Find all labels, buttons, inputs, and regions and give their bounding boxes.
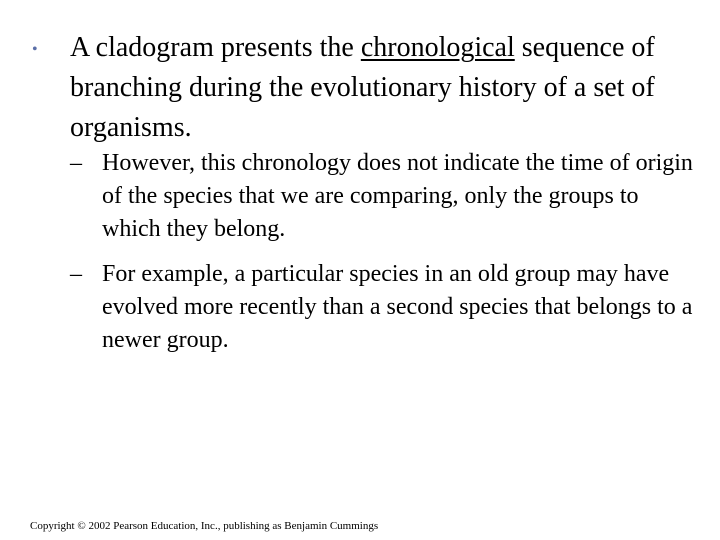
sub-bullet-text: For example, a particular species in an old group may have evolved more recently than a second species that belongs to a newer group. bbox=[102, 261, 693, 353]
main-bullet-text-after: sequence of branching during the evolutionary history of a set of organisms. bbox=[70, 32, 655, 143]
sub-bullet-example bbox=[70, 258, 700, 357]
sub-bullet-chronology bbox=[70, 147, 700, 246]
main-bullet bbox=[30, 28, 690, 148]
dash-icon: – bbox=[70, 261, 82, 287]
main-bullet-text bbox=[70, 28, 690, 148]
bullet-icon: • bbox=[32, 41, 38, 58]
main-bullet-underlined-term: chronological bbox=[360, 32, 515, 63]
dash-icon: – bbox=[70, 150, 82, 176]
main-bullet-text-before: A cladogram presents the bbox=[70, 32, 361, 63]
sub-bullet-text: However, this chronology does not indicate the time of origin of the species that we are comparing, only the groups to which they belong. bbox=[102, 150, 693, 242]
copyright-footer: Copyright © 2002 Pearson Education, Inc., publishing as Benjamin Cummings bbox=[30, 520, 379, 532]
